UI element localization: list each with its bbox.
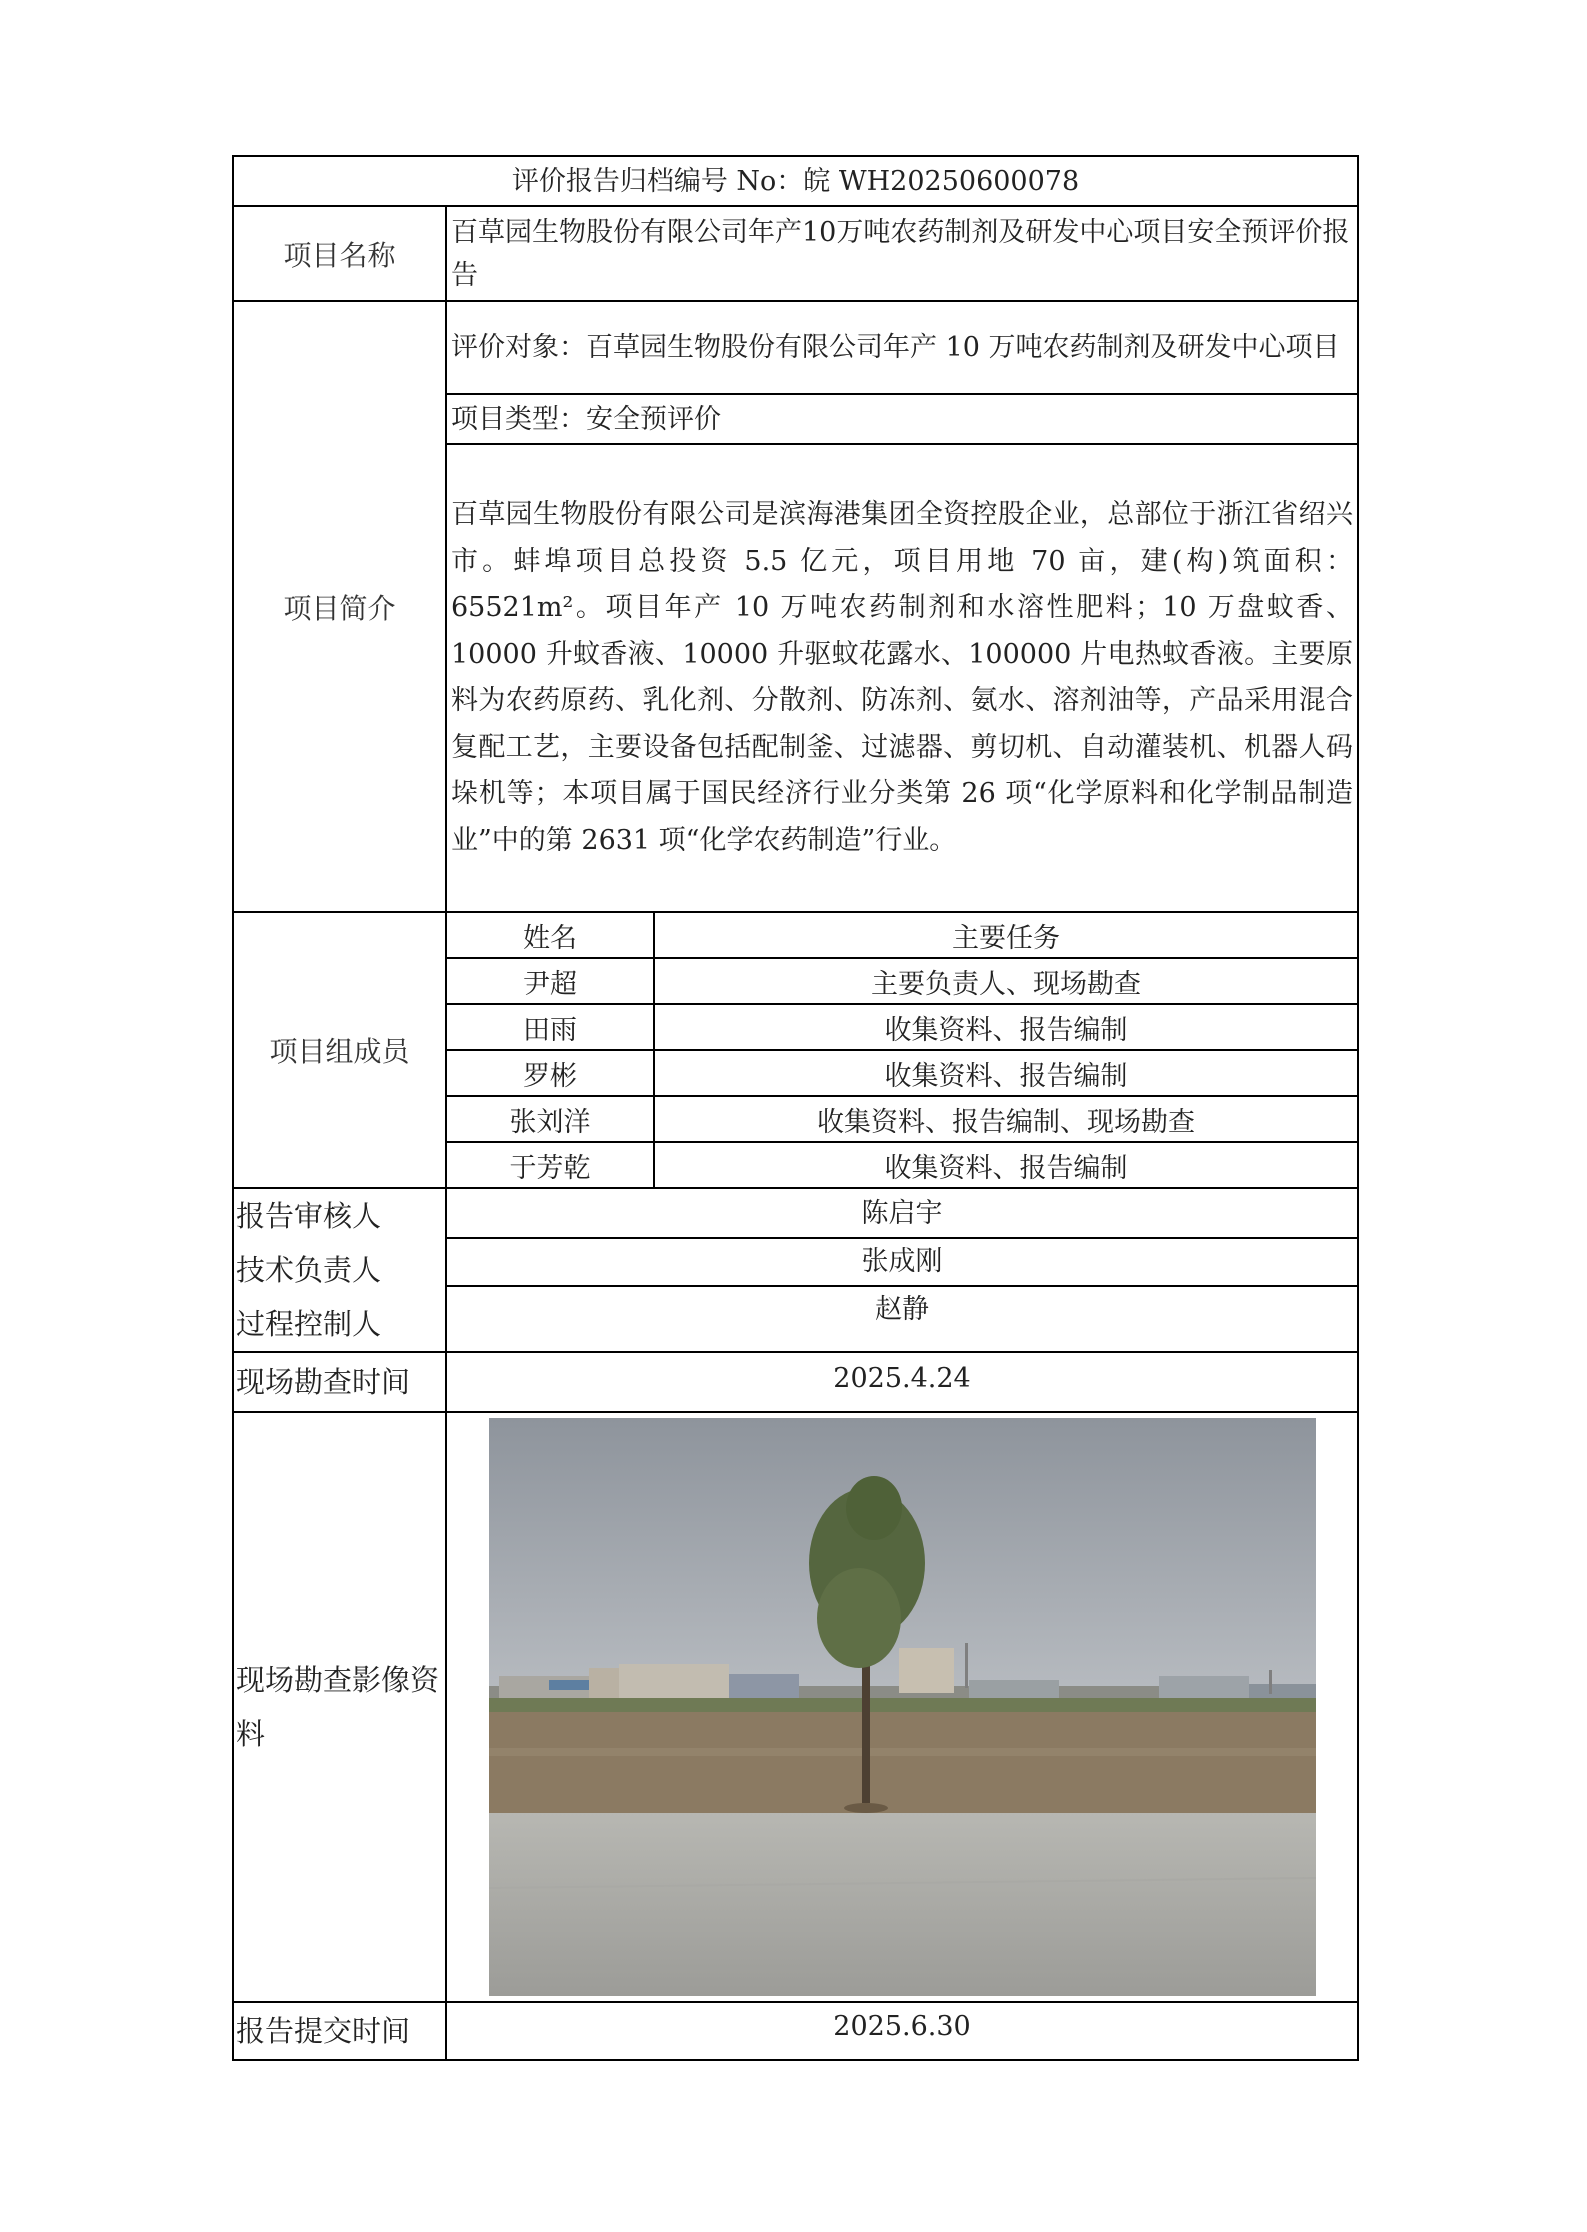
- project-name-value: 百草园生物股份有限公司年产10万吨农药制剂及研发中心项目安全预评价报告: [446, 206, 1358, 301]
- survey-image-cell: [446, 1412, 1358, 2002]
- member-task: 收集资料、报告编制: [654, 1050, 1357, 1096]
- reviewer-labels-cell: [233, 1188, 446, 1352]
- members-label: 项目组成员: [233, 912, 446, 1188]
- project-intro-label: 项目简介: [233, 301, 446, 912]
- member-name: 张刘洋: [447, 1096, 654, 1142]
- reviewer-names-table: [447, 1191, 1357, 1349]
- member-name: 尹超: [447, 958, 654, 1004]
- submit-time-label: 报告提交时间: [233, 2002, 446, 2060]
- members-header-row: [447, 913, 1357, 958]
- member-task: 收集资料、报告编制、现场勘查: [654, 1096, 1357, 1142]
- technical-lead-name: 张成刚: [447, 1238, 1357, 1286]
- member-task: 主要负责人、现场勘查: [654, 958, 1357, 1004]
- member-task: 收集资料、报告编制: [884, 1152, 1128, 1184]
- survey-time-value: 2025.4.24: [446, 1352, 1358, 1412]
- technical-lead-label: 技术负责人: [236, 1253, 382, 1287]
- report-reviewer-name: 陈启宇: [447, 1191, 1357, 1238]
- member-name: 罗彬: [447, 1050, 654, 1096]
- info-table: [232, 155, 1359, 2061]
- project-type: 项目类型：安全预评价: [446, 394, 1358, 444]
- report-reviewer-label: 报告审核人: [236, 1199, 382, 1233]
- member-row: [447, 1142, 1357, 1187]
- members-header-name: 姓名: [447, 913, 654, 958]
- member-task: 收集资料、报告编制: [654, 1004, 1357, 1050]
- project-name-label: 项目名称: [233, 206, 446, 301]
- member-row: [447, 958, 1357, 1004]
- process-controller-label: 过程控制人: [236, 1307, 382, 1341]
- member-row: [447, 1050, 1357, 1096]
- site-survey-photo: [489, 1418, 1316, 1996]
- member-row: [447, 1004, 1357, 1050]
- process-controller-name: 赵静: [875, 1294, 929, 1325]
- archive-number: 评价报告归档编号 No：皖 WH20250600078: [233, 156, 1358, 206]
- report-form: [232, 155, 1357, 2061]
- members-header-task: 主要任务: [654, 913, 1357, 958]
- member-name: 田雨: [447, 1004, 654, 1050]
- survey-time-label: 现场勘查时间: [233, 1352, 446, 1412]
- reviewer-names-cell: [446, 1188, 1358, 1352]
- project-description: 百草园生物股份有限公司是滨海港集团全资控股企业，总部位于浙江省绍兴市。蚌埠项目总投资 5.5 亿元，项目用地 70 亩，建(构)筑面积：65521m²。项目年产 10 万吨农药制剂和水溶性肥料；10 万盘蚊香、10000 升蚊香液、10000 升驱蚊花露水、100000 片电热蚊香液。主要原料为农药原药、乳化剂、分散剂、防冻剂、氨水、溶剂油等，产品采用混合复配工艺，主要设备包括配制釜、过滤器、剪切机、自动灌装机、机器人码垛机等；本项目属于国民经济行业分类第 26 项“化学原料和化学制品制造业”中的第 2631 项“化学农药制造”行业。: [446, 444, 1358, 912]
- member-name: 于芳乾: [447, 1142, 654, 1187]
- members-cell: [446, 912, 1358, 1188]
- evaluation-object: 评价对象：百草园生物股份有限公司年产 10 万吨农药制剂及研发中心项目: [446, 301, 1358, 394]
- submit-time-value: 2025.6.30: [446, 2002, 1358, 2060]
- members-table: [447, 913, 1357, 1187]
- member-row: [447, 1096, 1357, 1142]
- survey-images-label: 现场勘查影像资料: [233, 1412, 446, 2002]
